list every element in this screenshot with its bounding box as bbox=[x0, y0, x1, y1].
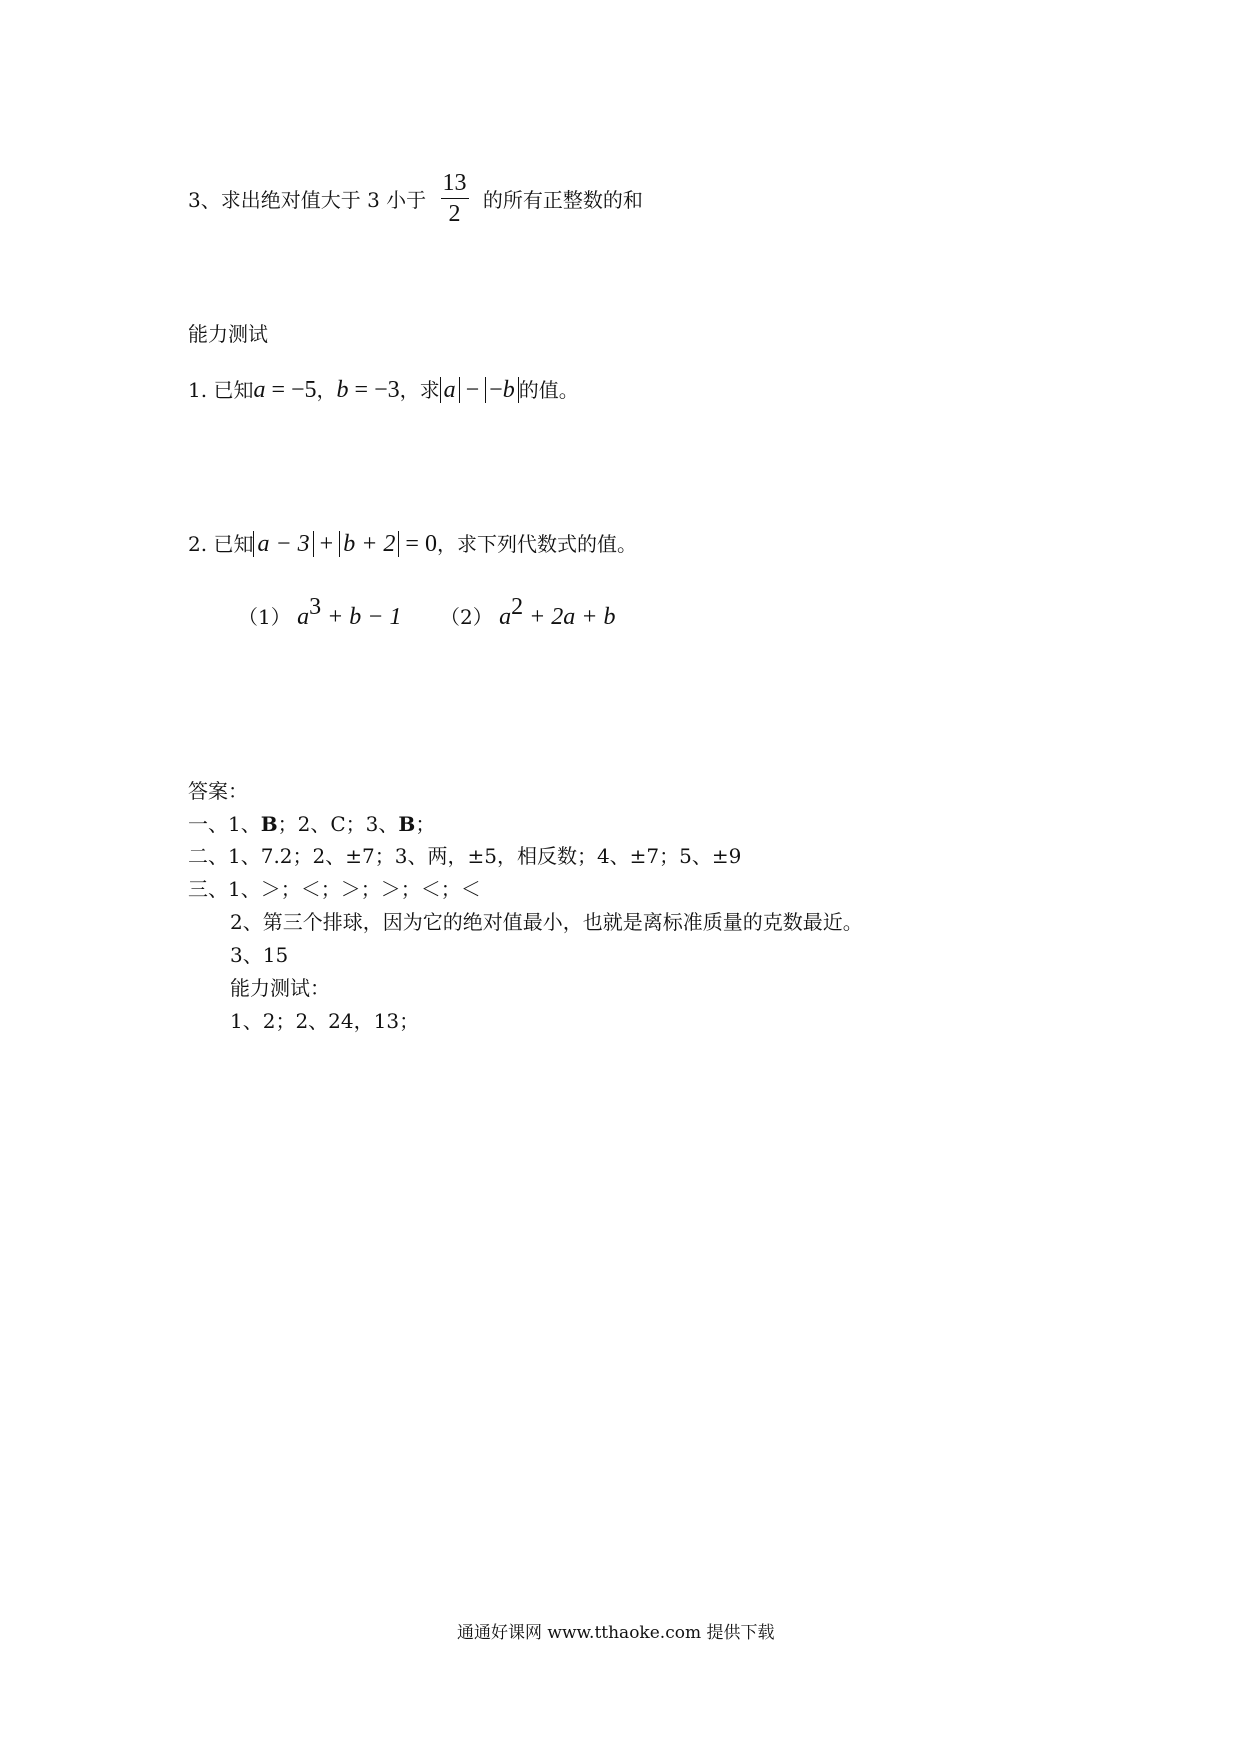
value-b: = −3 bbox=[348, 377, 400, 403]
answers-line-2: 二、1、7.2；2、±7；3、两，±5，相反数；4、±7；5、±9 bbox=[188, 844, 742, 868]
minus-sign: − bbox=[459, 377, 486, 403]
sub1-base: a bbox=[297, 604, 310, 630]
problem-2-suffix: ，求下列代数式的值。 bbox=[436, 532, 637, 556]
sub2-base: a bbox=[499, 604, 512, 630]
equals-zero: = 0 bbox=[399, 531, 437, 557]
answer-b-2: B bbox=[398, 812, 416, 836]
page-footer: 通通好课网 www.tthaoke.com 提供下载 bbox=[457, 1623, 775, 1643]
ability-test-heading: 能力测试 bbox=[188, 322, 268, 346]
answers-line-6: 能力测试： bbox=[230, 976, 330, 1000]
answers-line-4: 2、第三个排球，因为它的绝对值最小，也就是离标准质量的克数最近。 bbox=[230, 910, 863, 934]
sub-problem-2 bbox=[440, 594, 615, 631]
sub1-exponent: 3 bbox=[309, 594, 322, 620]
ability-problem-2 bbox=[188, 528, 637, 558]
fraction-13-over-2 bbox=[441, 170, 469, 227]
value-a: = −5 bbox=[265, 377, 317, 403]
fraction-numerator: 13 bbox=[441, 170, 469, 199]
var-b: b bbox=[336, 377, 349, 403]
plus-sign: + bbox=[313, 531, 340, 557]
problem-2-prefix: 2. 已知 bbox=[188, 532, 254, 556]
ask-text: ，求 bbox=[399, 378, 440, 402]
sub2-exponent: 2 bbox=[511, 594, 524, 620]
var-b-in-abs: b bbox=[502, 377, 515, 403]
question-3 bbox=[188, 170, 643, 227]
sub-problem-1-label: （1） bbox=[238, 605, 291, 629]
sub2-rest: + 2a + b bbox=[523, 604, 616, 630]
sub-problem-1 bbox=[238, 594, 401, 631]
abs-b-plus-2: b + 2 bbox=[339, 531, 399, 557]
question-3-prefix: 3、求出绝对值大于 3 小于 bbox=[188, 188, 427, 212]
sub-problem-2-label: （2） bbox=[440, 605, 493, 629]
answers-heading: 答案： bbox=[188, 779, 248, 803]
answers-line-3: 三、1、＞；＜；＞；＞；＜；＜ bbox=[188, 877, 481, 901]
ability-problem-1 bbox=[188, 374, 579, 404]
question-3-suffix: 的所有正整数的和 bbox=[482, 188, 643, 212]
answers-line-1-pre: 一、1、 bbox=[188, 812, 261, 836]
sub1-rest: + b − 1 bbox=[321, 604, 402, 630]
problem-1-suffix: 的值。 bbox=[518, 378, 579, 402]
separator: ， bbox=[316, 378, 337, 402]
fraction-denominator: 2 bbox=[448, 201, 461, 227]
neg-sign: − bbox=[489, 377, 503, 403]
answers-line-5: 3、15 bbox=[230, 943, 289, 967]
problem-1-prefix: 1. 已知 bbox=[188, 378, 254, 402]
answers-line-1-end: ； bbox=[415, 812, 436, 836]
answers-line-7: 1、2；2、24，13； bbox=[230, 1009, 420, 1033]
answers-line-1-mid: ；2、C；3、 bbox=[277, 812, 399, 836]
answer-b-1: B bbox=[260, 812, 278, 836]
abs-neg-b bbox=[485, 377, 519, 403]
var-a: a bbox=[253, 377, 266, 403]
abs-a: a bbox=[440, 377, 460, 403]
answers-line-1 bbox=[188, 808, 435, 837]
abs-a-minus-3: a − 3 bbox=[253, 531, 313, 557]
